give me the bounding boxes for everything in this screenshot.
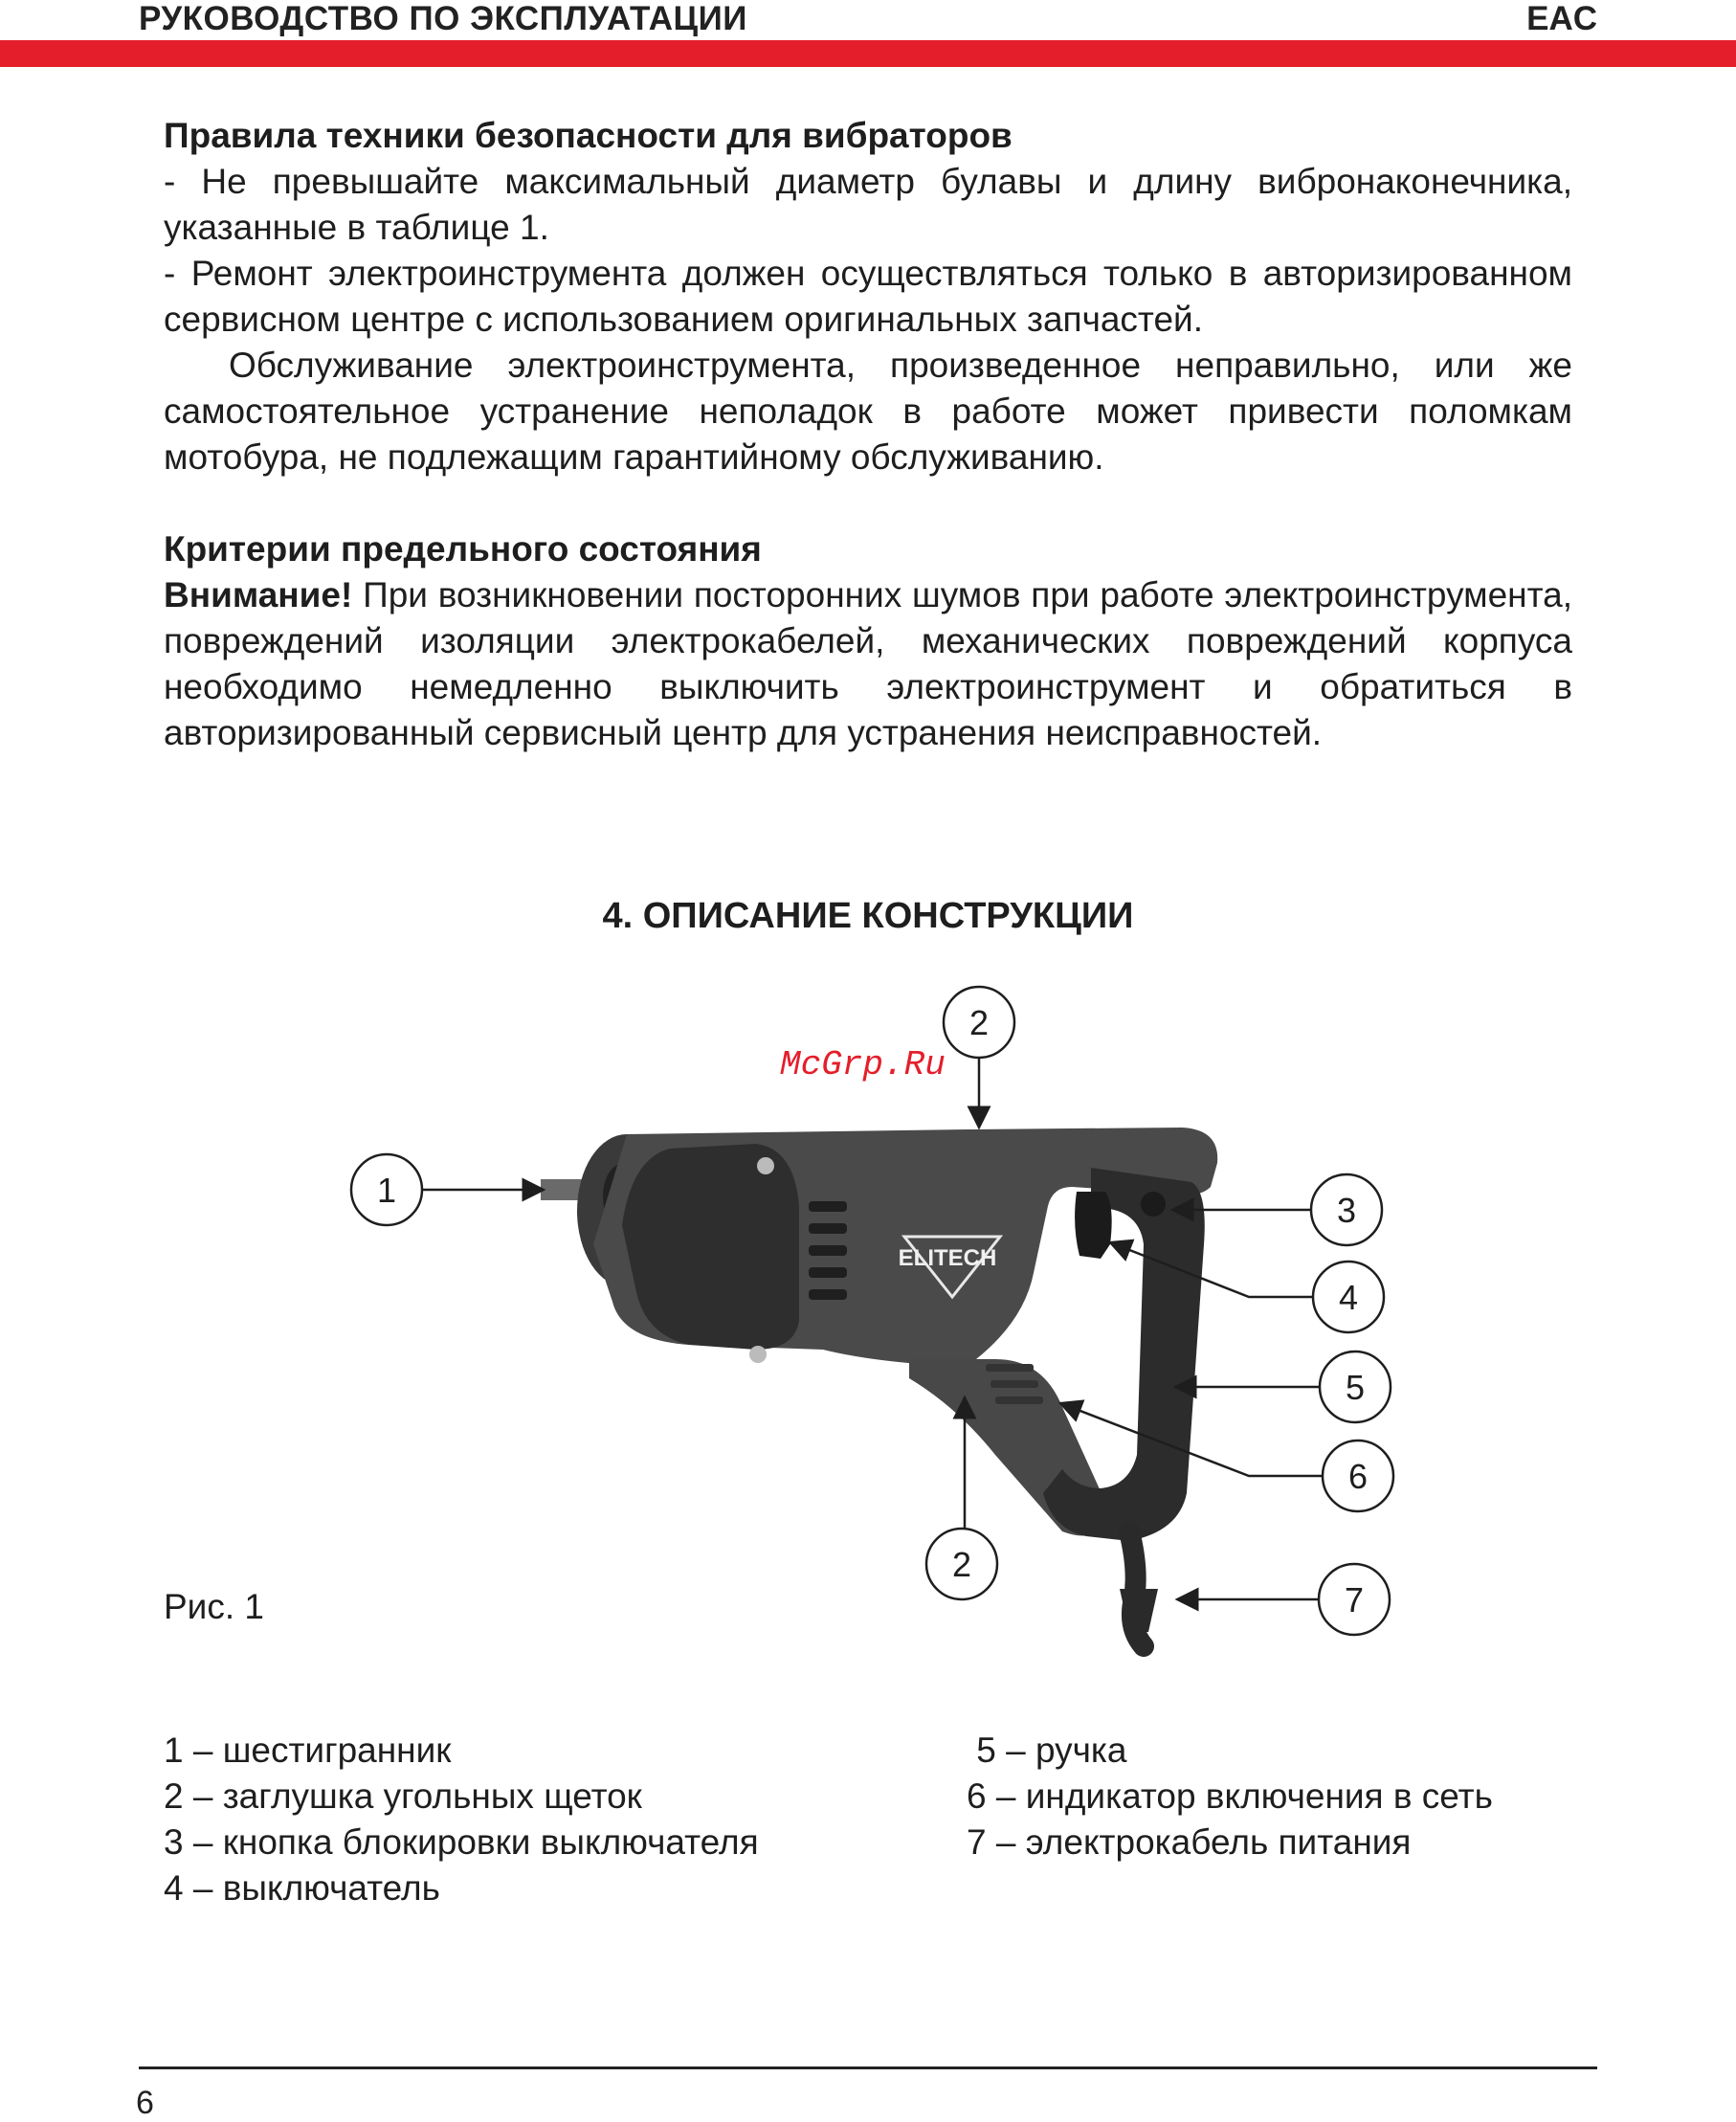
warning-label: Внимание! bbox=[164, 575, 353, 614]
criteria-section bbox=[164, 526, 1572, 756]
callout-6 bbox=[1323, 1441, 1393, 1511]
svg-text:1: 1 bbox=[376, 1171, 397, 1210]
svg-text:2: 2 bbox=[951, 1545, 972, 1584]
handle bbox=[1043, 1168, 1205, 1541]
safety-paragraph-3: Обслуживание электроинструмента, произведенное неправильно, или же самостоятельное устранение неполадок в работе может привести поломкам мотобура, не подлежащим гарантийному обслуживанию. bbox=[164, 346, 1572, 477]
motor-grip bbox=[622, 1144, 799, 1350]
watermark: McGrp.Ru bbox=[780, 1045, 946, 1084]
callout-1 bbox=[351, 1154, 422, 1225]
criteria-heading: Критерии предельного состояния bbox=[164, 529, 762, 569]
svg-text:5: 5 bbox=[1345, 1368, 1366, 1407]
legend-item-7: 7 – электрокабель питания bbox=[967, 1822, 1412, 1862]
tool-body bbox=[541, 1128, 1217, 1646]
section-title: 4. ОПИСАНИЕ КОНСТРУКЦИИ bbox=[602, 896, 1134, 936]
header-title: РУКОВОДСТВО ПО ЭКСПЛУАТАЦИИ bbox=[139, 0, 747, 37]
callout-5 bbox=[1320, 1351, 1391, 1422]
callout-7 bbox=[1319, 1564, 1390, 1635]
eac-mark: EAC bbox=[1526, 0, 1597, 37]
callout-2-bottom bbox=[926, 1529, 997, 1599]
screw-bottom bbox=[749, 1346, 767, 1363]
legend-item-5: 5 – ручка bbox=[967, 1731, 1127, 1770]
page-number: 6 bbox=[136, 2085, 154, 2121]
legend-right bbox=[967, 1728, 1493, 1865]
criteria-paragraph bbox=[164, 572, 1572, 756]
brand-name: ELITECH bbox=[898, 1245, 997, 1271]
legend-item-1: 1 – шестигранник bbox=[164, 1731, 452, 1770]
legend-item-4: 4 – выключатель bbox=[164, 1868, 440, 1908]
footer-rule bbox=[139, 2066, 1597, 2069]
svg-text:4: 4 bbox=[1338, 1278, 1359, 1317]
legend-left bbox=[164, 1728, 759, 1911]
header-red-bar bbox=[0, 40, 1736, 67]
trigger-switch bbox=[1075, 1192, 1112, 1259]
screw-top bbox=[757, 1157, 774, 1174]
warning-text: При возникновении посторонних шумов при работе электроинструмента, повреждений изоляции электрокабелей, механических повреждений корпуса необходимо немедленно выключить электроинструмент и обратиться в авторизированный сервисный центр для устранения неисправностей. bbox=[164, 575, 1572, 752]
callout-2-top bbox=[944, 987, 1014, 1058]
safety-section bbox=[164, 113, 1572, 480]
tool-figure bbox=[0, 957, 1736, 1685]
callout-3 bbox=[1311, 1174, 1382, 1245]
svg-text:3: 3 bbox=[1336, 1191, 1357, 1230]
legend-item-6: 6 – индикатор включения в сеть bbox=[967, 1776, 1493, 1816]
figure-label: Рис. 1 bbox=[164, 1587, 264, 1626]
svg-text:6: 6 bbox=[1347, 1457, 1369, 1496]
safety-paragraph-1: - Не превышайте максимальный диаметр булавы и длину вибронаконечника, указанные в таблице 1. bbox=[164, 162, 1572, 247]
svg-text:2: 2 bbox=[968, 1003, 990, 1042]
lock-button bbox=[1141, 1192, 1166, 1217]
safety-paragraph-2: - Ремонт электроинструмента должен осуществляться только в авторизированном сервисном центре с использованием оригинальных запчастей. bbox=[164, 254, 1572, 339]
callout-4 bbox=[1313, 1262, 1384, 1332]
svg-text:7: 7 bbox=[1344, 1580, 1365, 1619]
legend-item-3: 3 – кнопка блокировки выключателя bbox=[164, 1822, 759, 1862]
concrete-vibrator-drawing bbox=[0, 957, 1736, 1685]
safety-heading: Правила техники безопасности для вибраторов bbox=[164, 116, 1013, 155]
legend-item-2: 2 – заглушка угольных щеток bbox=[164, 1776, 642, 1816]
